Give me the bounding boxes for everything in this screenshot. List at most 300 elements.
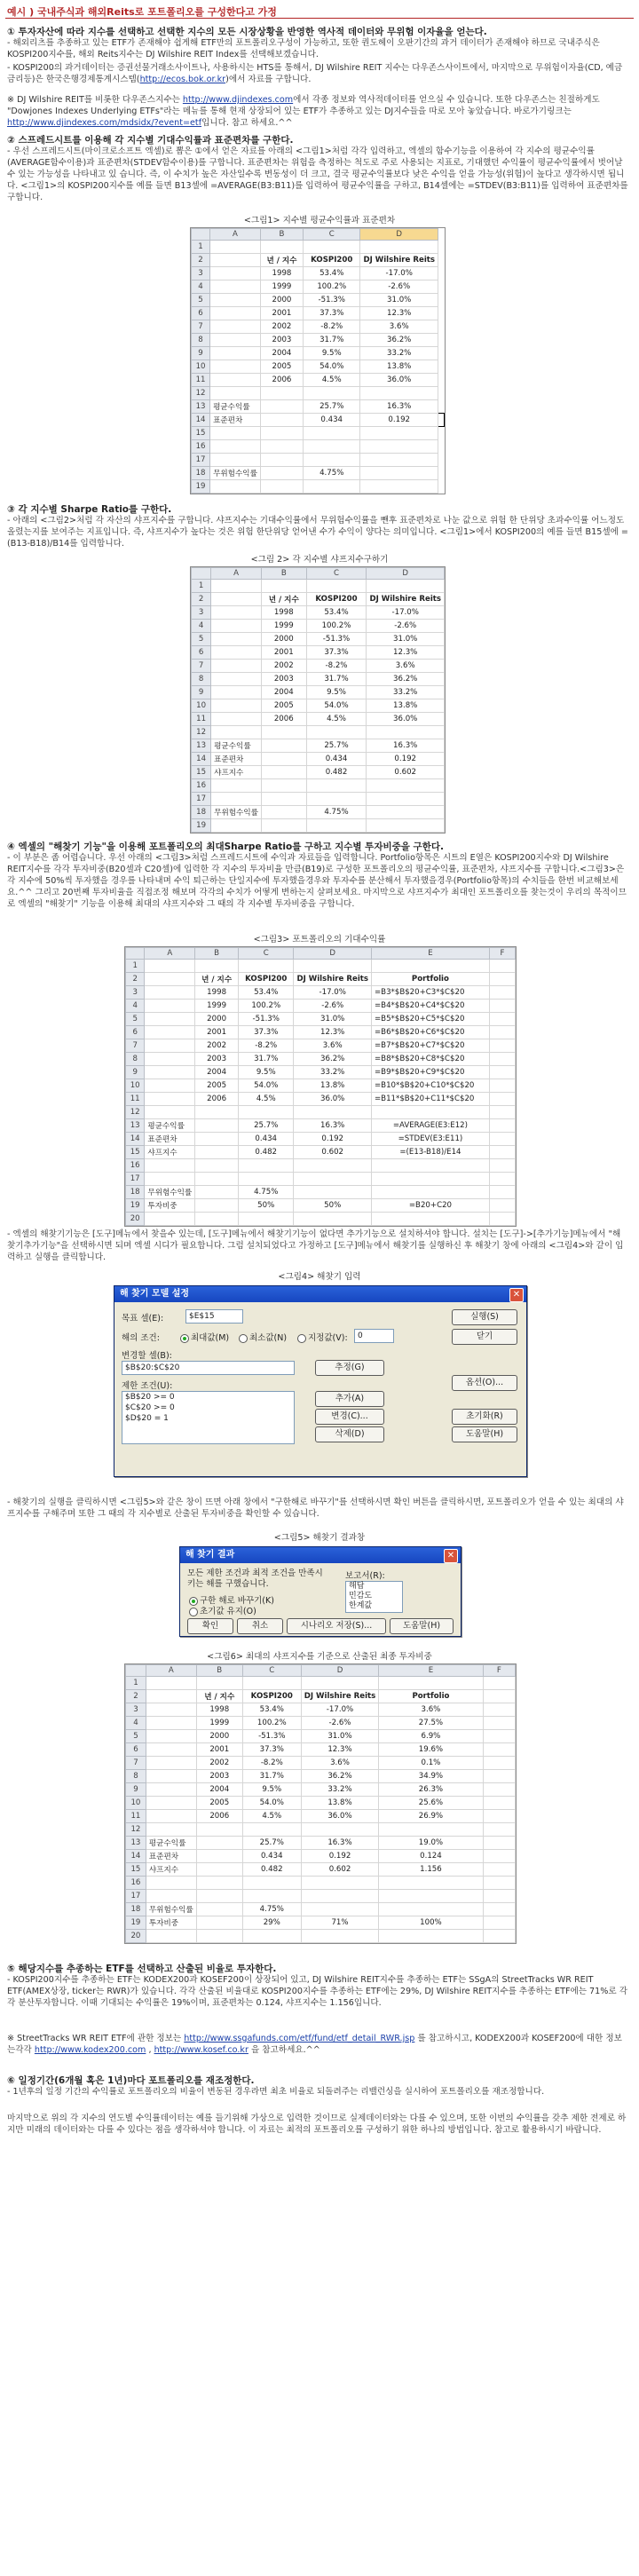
year-cell[interactable]: 2003 <box>195 1053 239 1066</box>
report-item[interactable]: 민감도 <box>349 1592 373 1600</box>
kospi-return-cell[interactable]: 54.0% <box>239 1079 294 1093</box>
sharpe-row-kospi[interactable]: 0.482 <box>239 1146 294 1159</box>
sheet-cell[interactable] <box>195 1199 239 1213</box>
sharpe-row-kospi[interactable]: 0.482 <box>242 1863 301 1877</box>
column-header[interactable]: A <box>146 1665 196 1677</box>
dj-return-cell[interactable]: 31.0% <box>360 294 438 307</box>
year-cell[interactable]: 1999 <box>261 620 306 633</box>
portfolio-cell[interactable]: 6.9% <box>379 1730 483 1743</box>
year-cell[interactable]: 2004 <box>196 1783 242 1797</box>
portfolio-cell[interactable]: 34.9% <box>379 1770 483 1783</box>
row-header[interactable]: 11 <box>126 1810 146 1823</box>
stdev-row-dj[interactable]: 0.192 <box>294 1133 372 1146</box>
sheet-cell[interactable] <box>294 1173 372 1186</box>
dj-return-cell[interactable]: 12.3% <box>367 646 445 660</box>
sheet-cell[interactable] <box>195 960 239 973</box>
sheet-cell[interactable] <box>301 1890 379 1903</box>
average-row-dj[interactable]: 16.3% <box>360 400 438 414</box>
dj-return-cell[interactable]: 31.0% <box>294 1013 372 1026</box>
dj-return-cell[interactable]: 36.0% <box>301 1810 379 1823</box>
row-header[interactable]: 15 <box>126 1146 145 1159</box>
average-row-kospi[interactable]: 25.7% <box>242 1837 301 1850</box>
kospi-return-cell[interactable]: 53.4% <box>304 267 360 281</box>
dj-return-cell[interactable]: -17.0% <box>294 986 372 1000</box>
year-cell[interactable]: 1998 <box>261 606 306 620</box>
row-header[interactable]: 7 <box>126 1039 145 1053</box>
sheet-cell[interactable] <box>146 1730 196 1743</box>
header-dj-wilshire[interactable]: DJ Wilshire Reits <box>301 1690 379 1703</box>
row-header[interactable]: 14 <box>192 753 211 766</box>
row-header[interactable]: 8 <box>126 1053 145 1066</box>
kosef-link[interactable]: http://www.kosef.co.kr <box>154 2045 248 2055</box>
portfolio-cell[interactable]: =B8*$B$20+C8*$C$20 <box>371 1053 489 1066</box>
corner-cell[interactable] <box>126 948 145 960</box>
header-year[interactable]: 년 / 지수 <box>195 973 239 986</box>
sheet-cell[interactable] <box>146 1677 196 1690</box>
header-kospi200[interactable]: KOSPI200 <box>239 973 294 986</box>
sheet-cell[interactable] <box>260 387 303 400</box>
corner-cell[interactable] <box>192 229 210 241</box>
sharpe-row-dj[interactable]: 0.602 <box>367 766 445 779</box>
sheet-cell[interactable] <box>146 1877 196 1890</box>
year-cell[interactable]: 2000 <box>261 633 306 646</box>
weight-label[interactable]: 투자비중 <box>145 1199 195 1213</box>
djindexes-etf-link[interactable]: http://www.djindexes.com/mdsidx/?event=etf <box>7 118 202 128</box>
sheet-cell[interactable] <box>483 1890 515 1903</box>
sheet-cell[interactable] <box>483 1703 515 1717</box>
row-header[interactable]: 12 <box>126 1106 145 1119</box>
close-icon[interactable]: ✕ <box>444 1549 458 1563</box>
sheet-cell[interactable] <box>211 646 262 660</box>
year-cell[interactable]: 2004 <box>261 686 306 699</box>
close-button[interactable]: 닫기 <box>452 1329 517 1345</box>
sheet-cell[interactable] <box>367 580 445 593</box>
row-header[interactable]: 16 <box>192 779 211 793</box>
sheet-cell[interactable] <box>367 806 445 819</box>
average-row-dj[interactable]: 16.3% <box>301 1837 379 1850</box>
kospi-return-cell[interactable]: 100.2% <box>242 1717 301 1730</box>
column-header[interactable]: D <box>294 948 372 960</box>
sharpe-row-label[interactable]: 샤프지수 <box>145 1146 195 1159</box>
row-header[interactable]: 18 <box>126 1186 145 1199</box>
row-header[interactable]: 6 <box>192 307 210 320</box>
dj-return-cell[interactable]: 33.2% <box>367 686 445 699</box>
sheet-cell[interactable] <box>195 1133 239 1146</box>
sheet-cell[interactable] <box>242 1930 301 1943</box>
portfolio-cell[interactable]: =B11*$B$20+C11*$C$20 <box>371 1093 489 1106</box>
dj-return-cell[interactable]: -17.0% <box>301 1703 379 1717</box>
weight-dj[interactable]: 50% <box>294 1199 372 1213</box>
header-kospi200[interactable]: KOSPI200 <box>242 1690 301 1703</box>
row-header[interactable]: 10 <box>126 1079 145 1093</box>
kospi-return-cell[interactable]: 100.2% <box>306 620 367 633</box>
sheet-cell[interactable] <box>304 454 360 467</box>
sheet-cell[interactable] <box>210 254 261 267</box>
sheet-cell[interactable] <box>260 454 303 467</box>
sheet-cell[interactable] <box>371 960 489 973</box>
sheet-cell[interactable] <box>195 1119 239 1133</box>
sheet-cell[interactable] <box>360 480 438 494</box>
sheet-cell[interactable] <box>239 960 294 973</box>
risk-free-label[interactable]: 무위험수익률 <box>146 1903 196 1916</box>
average-row-label[interactable]: 평균수익률 <box>211 739 262 753</box>
kospi-return-cell[interactable]: 53.4% <box>306 606 367 620</box>
header-year[interactable]: 년 / 지수 <box>260 254 303 267</box>
row-header[interactable]: 13 <box>192 739 211 753</box>
header-portfolio[interactable]: Portfolio <box>379 1690 483 1703</box>
row-header[interactable]: 16 <box>192 440 210 454</box>
header-year[interactable]: 년 / 지수 <box>261 593 306 606</box>
sheet-cell[interactable] <box>301 1903 379 1916</box>
header-dj-wilshire[interactable]: DJ Wilshire Reits <box>367 593 445 606</box>
sheet-cell[interactable] <box>210 347 261 360</box>
value-radio[interactable]: 지정값(V): <box>297 1331 348 1343</box>
stdev-row-label[interactable]: 표준편차 <box>145 1133 195 1146</box>
sheet-cell[interactable] <box>261 739 306 753</box>
sheet-cell[interactable] <box>196 1930 242 1943</box>
sheet-cell[interactable] <box>260 480 303 494</box>
row-header[interactable]: 10 <box>126 1797 146 1810</box>
kospi-return-cell[interactable]: 9.5% <box>239 1066 294 1079</box>
year-cell[interactable]: 2001 <box>260 307 303 320</box>
sheet-cell[interactable] <box>195 1159 239 1173</box>
report-list[interactable] <box>345 1581 403 1613</box>
sheet-cell[interactable] <box>371 1173 489 1186</box>
sheet-cell[interactable] <box>489 960 515 973</box>
sheet-cell[interactable] <box>360 440 438 454</box>
help-button[interactable]: 도움말(H) <box>452 1426 517 1442</box>
sheet-cell[interactable] <box>210 294 261 307</box>
sheet-cell[interactable] <box>367 819 445 833</box>
dj-return-cell[interactable]: 13.8% <box>294 1079 372 1093</box>
sheet-cell[interactable] <box>379 1890 483 1903</box>
kospi-return-cell[interactable]: 53.4% <box>239 986 294 1000</box>
row-header[interactable]: 15 <box>192 766 211 779</box>
row-header[interactable]: 8 <box>192 334 210 347</box>
kospi-return-cell[interactable]: 4.5% <box>304 374 360 387</box>
sheet-cell[interactable] <box>294 1106 372 1119</box>
help-button[interactable]: 도움말(H) <box>390 1618 454 1634</box>
sheet-cell[interactable] <box>379 1903 483 1916</box>
year-cell[interactable]: 2001 <box>195 1026 239 1039</box>
value-input[interactable]: 0 <box>354 1329 394 1343</box>
kospi-return-cell[interactable]: 4.5% <box>242 1810 301 1823</box>
dj-return-cell[interactable]: 12.3% <box>294 1026 372 1039</box>
sheet-cell[interactable] <box>196 1823 242 1837</box>
sheet-cell[interactable] <box>489 1159 515 1173</box>
column-header[interactable]: F <box>483 1665 515 1677</box>
corner-cell[interactable] <box>192 568 211 580</box>
sheet-cell[interactable] <box>489 1079 515 1093</box>
sheet-cell[interactable] <box>301 1877 379 1890</box>
sheet-cell[interactable] <box>242 1877 301 1890</box>
header-portfolio[interactable]: Portfolio <box>371 973 489 986</box>
sheet-cell[interactable] <box>242 1890 301 1903</box>
sheet-cell[interactable] <box>489 1106 515 1119</box>
sheet-cell[interactable] <box>489 1199 515 1213</box>
sheet-cell[interactable] <box>146 1757 196 1770</box>
column-header[interactable]: A <box>145 948 195 960</box>
kodex-link[interactable]: http://www.kodex200.com <box>34 2045 146 2055</box>
sheet-cell[interactable] <box>211 673 262 686</box>
row-header[interactable]: 14 <box>192 414 210 427</box>
sheet-cell[interactable] <box>489 1119 515 1133</box>
sheet-cell[interactable] <box>489 973 515 986</box>
kospi-return-cell[interactable]: 54.0% <box>306 699 367 713</box>
max-radio[interactable]: 최대값(M) <box>180 1331 229 1343</box>
reset-button[interactable]: 초기화(R) <box>452 1409 517 1425</box>
row-header[interactable]: 1 <box>192 580 211 593</box>
sheet-cell[interactable] <box>211 686 262 699</box>
sheet-cell[interactable] <box>483 1730 515 1743</box>
year-cell[interactable]: 2005 <box>195 1079 239 1093</box>
row-header[interactable]: 18 <box>126 1903 146 1916</box>
stdev-row-kospi[interactable]: 0.434 <box>306 753 367 766</box>
sheet-cell[interactable] <box>483 1717 515 1730</box>
year-cell[interactable]: 2003 <box>261 673 306 686</box>
year-cell[interactable]: 2000 <box>260 294 303 307</box>
portfolio-cell[interactable]: =B10*$B$20+C10*$C$20 <box>371 1079 489 1093</box>
portfolio-cell[interactable]: =B3*$B$20+C3*$C$20 <box>371 986 489 1000</box>
column-header[interactable]: C <box>242 1665 301 1677</box>
sheet-cell[interactable] <box>145 1000 195 1013</box>
dj-return-cell[interactable]: 3.6% <box>360 320 438 334</box>
sheet-cell[interactable] <box>483 1743 515 1757</box>
changing-cells-input[interactable]: $B$20:$C$20 <box>122 1361 295 1375</box>
dj-return-cell[interactable]: 36.0% <box>294 1093 372 1106</box>
row-header[interactable]: 10 <box>192 360 210 374</box>
kospi-return-cell[interactable]: -51.3% <box>242 1730 301 1743</box>
sheet-cell[interactable] <box>360 427 438 440</box>
risk-free-value[interactable]: 4.75% <box>306 806 367 819</box>
row-header[interactable]: 8 <box>192 673 211 686</box>
sharpe-row-label[interactable]: 샤프지수 <box>211 766 262 779</box>
year-cell[interactable]: 2001 <box>196 1743 242 1757</box>
risk-free-label[interactable]: 무위험수익률 <box>145 1186 195 1199</box>
sheet-cell[interactable] <box>211 620 262 633</box>
sheet-cell[interactable] <box>483 1863 515 1877</box>
sheet-cell[interactable] <box>145 1013 195 1026</box>
average-row-label[interactable]: 평균수익률 <box>146 1837 196 1850</box>
kospi-return-cell[interactable]: 9.5% <box>306 686 367 699</box>
djindexes-link[interactable]: http://www.djindexes.com <box>182 95 294 105</box>
kospi-return-cell[interactable]: 31.7% <box>306 673 367 686</box>
average-row-kospi[interactable]: 25.7% <box>306 739 367 753</box>
sheet-cell[interactable] <box>145 986 195 1000</box>
row-header[interactable]: 4 <box>192 281 210 294</box>
sheet-cell[interactable] <box>211 606 262 620</box>
sheet-cell[interactable] <box>210 267 261 281</box>
row-header[interactable]: 12 <box>192 387 210 400</box>
constraint-item[interactable]: $B$20 >= 0 <box>125 1393 175 1402</box>
selected-cell[interactable] <box>438 414 445 427</box>
dj-return-cell[interactable]: 36.0% <box>360 374 438 387</box>
portfolio-cell[interactable]: =B4*$B$20+C4*$C$20 <box>371 1000 489 1013</box>
sheet-cell[interactable] <box>239 1173 294 1186</box>
average-row-dj[interactable]: 16.3% <box>367 739 445 753</box>
sheet-cell[interactable] <box>489 1000 515 1013</box>
keep-solution-radio[interactable]: 구한 해로 바꾸기(K) <box>189 1593 274 1606</box>
row-header[interactable]: 9 <box>126 1066 145 1079</box>
weight-sum[interactable]: =B20+C20 <box>371 1199 489 1213</box>
year-cell[interactable]: 2003 <box>260 334 303 347</box>
sheet-cell[interactable] <box>379 1877 483 1890</box>
kospi-return-cell[interactable]: 100.2% <box>304 281 360 294</box>
year-cell[interactable]: 2002 <box>261 660 306 673</box>
row-header[interactable]: 12 <box>126 1823 146 1837</box>
average-row-kospi[interactable]: 25.7% <box>304 400 360 414</box>
sheet-cell[interactable] <box>210 360 261 374</box>
sheet-cell[interactable] <box>196 1837 242 1850</box>
row-header[interactable]: 11 <box>126 1093 145 1106</box>
year-cell[interactable]: 2002 <box>195 1039 239 1053</box>
sheet-cell[interactable] <box>145 1106 195 1119</box>
sheet-cell[interactable] <box>483 1783 515 1797</box>
sheet-cell[interactable] <box>211 779 262 793</box>
sheet-cell[interactable] <box>489 1146 515 1159</box>
year-cell[interactable]: 2005 <box>261 699 306 713</box>
portfolio-cell[interactable]: 26.9% <box>379 1810 483 1823</box>
sheet-cell[interactable] <box>196 1903 242 1916</box>
sheet-cell[interactable] <box>210 241 261 254</box>
row-header[interactable]: 19 <box>192 480 210 494</box>
sheet-cell[interactable] <box>210 307 261 320</box>
sheet-cell[interactable] <box>196 1677 242 1690</box>
sheet-cell[interactable] <box>301 1677 379 1690</box>
guess-button[interactable]: 추정(G) <box>315 1360 384 1376</box>
row-header[interactable]: 19 <box>126 1916 146 1930</box>
risk-free-label[interactable]: 무위험수익률 <box>211 806 262 819</box>
column-header[interactable]: A <box>211 568 262 580</box>
row-header[interactable]: 20 <box>126 1930 146 1943</box>
sheet-cell[interactable] <box>260 440 303 454</box>
sheet-cell[interactable] <box>260 427 303 440</box>
ok-button[interactable]: 확인 <box>187 1618 233 1634</box>
sheet-cell[interactable] <box>301 1930 379 1943</box>
portfolio-cell[interactable]: =B9*$B$20+C9*$C$20 <box>371 1066 489 1079</box>
sheet-cell[interactable] <box>196 1850 242 1863</box>
kospi-return-cell[interactable]: 31.7% <box>242 1770 301 1783</box>
column-header[interactable]: B <box>196 1665 242 1677</box>
year-cell[interactable]: 2002 <box>260 320 303 334</box>
row-header[interactable]: 3 <box>192 267 210 281</box>
sheet-cell[interactable] <box>211 793 262 806</box>
row-header[interactable]: 17 <box>126 1173 145 1186</box>
sheet-cell[interactable] <box>360 241 438 254</box>
average-row-portfolio[interactable]: 19.0% <box>379 1837 483 1850</box>
sheet-cell[interactable] <box>367 726 445 739</box>
target-cell-input[interactable]: $E$15 <box>185 1309 243 1324</box>
options-button[interactable]: 옵션(O)... <box>452 1375 517 1391</box>
solve-button[interactable]: 실행(S) <box>452 1309 517 1325</box>
sheet-cell[interactable] <box>489 986 515 1000</box>
year-cell[interactable]: 2001 <box>261 646 306 660</box>
average-row-label[interactable]: 평균수익률 <box>145 1119 195 1133</box>
sheet-cell[interactable] <box>306 779 367 793</box>
row-header[interactable]: 1 <box>126 1677 146 1690</box>
dj-return-cell[interactable]: -17.0% <box>367 606 445 620</box>
year-cell[interactable]: 2005 <box>196 1797 242 1810</box>
row-header[interactable]: 19 <box>126 1199 145 1213</box>
stdev-row-kospi[interactable]: 0.434 <box>239 1133 294 1146</box>
row-header[interactable]: 13 <box>126 1119 145 1133</box>
sheet-cell[interactable] <box>483 1877 515 1890</box>
year-cell[interactable]: 2002 <box>196 1757 242 1770</box>
sheet-cell[interactable] <box>306 819 367 833</box>
sheet-cell[interactable] <box>367 793 445 806</box>
restore-values-radio[interactable]: 초기값 유지(O) <box>189 1604 256 1616</box>
row-header[interactable]: 1 <box>126 960 145 973</box>
sheet-cell[interactable] <box>239 1159 294 1173</box>
weight-dj[interactable]: 71% <box>301 1916 379 1930</box>
year-cell[interactable]: 1998 <box>196 1703 242 1717</box>
row-header[interactable]: 14 <box>126 1133 145 1146</box>
risk-free-label[interactable]: 무위험수익률 <box>210 467 261 480</box>
weight-sum[interactable]: 100% <box>379 1916 483 1930</box>
kospi-return-cell[interactable]: 54.0% <box>242 1797 301 1810</box>
dj-return-cell[interactable]: 3.6% <box>294 1039 372 1053</box>
sheet-cell[interactable] <box>260 400 303 414</box>
sheet-cell[interactable] <box>211 580 262 593</box>
constraints-list[interactable] <box>122 1391 295 1444</box>
sheet-cell[interactable] <box>306 793 367 806</box>
portfolio-cell[interactable]: =B7*$B$20+C7*$C$20 <box>371 1039 489 1053</box>
sheet-cell[interactable] <box>239 1106 294 1119</box>
sheet-cell[interactable] <box>195 1173 239 1186</box>
kospi-return-cell[interactable]: -8.2% <box>304 320 360 334</box>
risk-free-value[interactable]: 4.75% <box>239 1186 294 1199</box>
sheet-cell[interactable] <box>483 1797 515 1810</box>
sheet-cell[interactable] <box>211 593 262 606</box>
sheet-cell[interactable] <box>145 1066 195 1079</box>
min-radio[interactable]: 최소값(N) <box>239 1331 287 1343</box>
sheet-cell[interactable] <box>211 699 262 713</box>
sheet-cell[interactable] <box>211 633 262 646</box>
weight-kospi[interactable]: 50% <box>239 1199 294 1213</box>
row-header[interactable]: 17 <box>192 454 210 467</box>
report-item[interactable]: 한계값 <box>349 1601 373 1610</box>
header-kospi200[interactable]: KOSPI200 <box>306 593 367 606</box>
row-header[interactable]: 5 <box>126 1730 146 1743</box>
sheet-cell[interactable] <box>210 320 261 334</box>
column-header[interactable]: C <box>239 948 294 960</box>
stdev-row-label[interactable]: 표준편차 <box>210 414 261 427</box>
year-cell[interactable]: 2006 <box>261 713 306 726</box>
sheet-cell[interactable] <box>304 387 360 400</box>
dj-return-cell[interactable]: 36.2% <box>367 673 445 686</box>
kospi-return-cell[interactable]: 54.0% <box>304 360 360 374</box>
row-header[interactable]: 11 <box>192 713 211 726</box>
row-header[interactable]: 18 <box>192 806 211 819</box>
dj-return-cell[interactable]: -2.6% <box>301 1717 379 1730</box>
sheet-cell[interactable] <box>489 1213 515 1226</box>
portfolio-cell[interactable]: 26.3% <box>379 1783 483 1797</box>
stdev-row-kospi[interactable]: 0.434 <box>242 1850 301 1863</box>
row-header[interactable]: 2 <box>192 593 211 606</box>
sheet-cell[interactable] <box>360 454 438 467</box>
column-header[interactable]: C <box>306 568 367 580</box>
sheet-cell[interactable] <box>261 793 306 806</box>
constraint-item[interactable]: $C$20 >= 0 <box>125 1403 175 1412</box>
sheet-cell[interactable] <box>294 960 372 973</box>
dj-return-cell[interactable]: 12.3% <box>360 307 438 320</box>
sheet-cell[interactable] <box>196 1863 242 1877</box>
sheet-cell[interactable] <box>371 1106 489 1119</box>
sharpe-row-dj[interactable]: 0.602 <box>301 1863 379 1877</box>
kospi-return-cell[interactable]: 53.4% <box>242 1703 301 1717</box>
dj-return-cell[interactable]: 13.8% <box>301 1797 379 1810</box>
sheet-cell[interactable] <box>379 1677 483 1690</box>
